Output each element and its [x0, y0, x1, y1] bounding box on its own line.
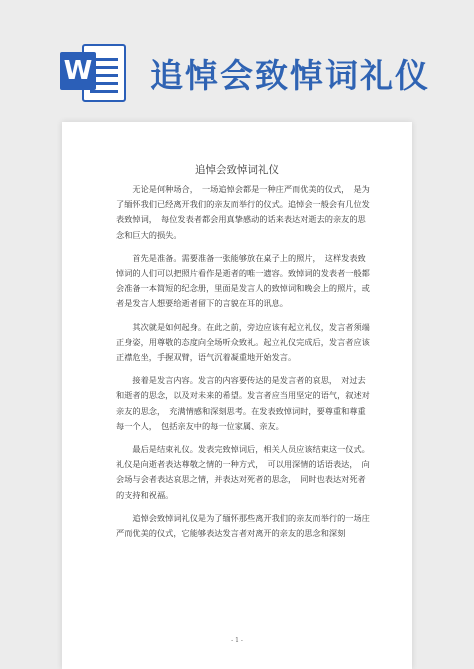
word-document-icon — [60, 42, 130, 100]
paragraph-5: 最后是结束礼仪。发表完致悼词后，相关人员应该结束这一仪式。礼仪是向逝者表达尊敬之情的一种方式， 可以用深情的话语表达， 向会场与会者表达哀思之情，并表达对死者的思念， 同时也表达对死者的支持和祝福。 — [116, 444, 370, 500]
banner-title: 追悼会致悼词礼仪 — [150, 56, 430, 95]
paragraph-2: 首先是准备。需要准备一张能够放在桌子上的照片， 这样发表致悼词的人们可以把照片看作是逝者的唯一遗容。致悼词的发表者一般都会准备一本简短的纪念册，里面是发言人的致悼词和晚会上的照片，或者是发言人想要给逝者留下的言貌在耳的讯息。 — [116, 252, 370, 309]
document-body — [116, 182, 371, 549]
document-page — [62, 122, 412, 669]
document-title: 追悼会致悼词礼仪 — [195, 164, 279, 176]
page-number: - 1 - — [231, 637, 243, 644]
paragraph-4: 接着是发言内容。发言的内容要传达的是发言者的哀思， 对过去和逝者的思念，以及对未来的希望。发言者应当用坚定的语气，叙述对亲友的思念， 充满情感和深刻思考。在发表致悼词时，要尊重和尊重每一个人， 包括亲友中的每一位家属、亲友。 — [116, 375, 370, 431]
word-badge: W — [60, 52, 96, 90]
paragraph-1: 无论是何种场合， 一场追悼会都是一种庄严而优美的仪式， 是为了缅怀我们已经离开我们的亲友而举行的仪式。追悼会一般会有几位发表致悼词， 每位发表者都会用真挚感动的话来表达对逝去的亲友的思念和巨大的损失。 — [116, 184, 370, 240]
paragraph-6: 追悼会致悼词礼仪是为了缅怀那些离开我们的亲友而举行的一场庄严而优美的仪式，它能够表达发言者对离开的亲友的思念和深刻 — [116, 512, 370, 539]
paragraph-3: 其次就是如何起身。在此之前，旁边应该有起立礼仪，发言者须端正身姿，用尊敬的态度向全场听众致礼。起立礼仪完成后，发言者应该正襟危坐，手握双臂，语气沉着凝重地开始发言。 — [116, 321, 370, 363]
header-banner — [0, 0, 474, 118]
